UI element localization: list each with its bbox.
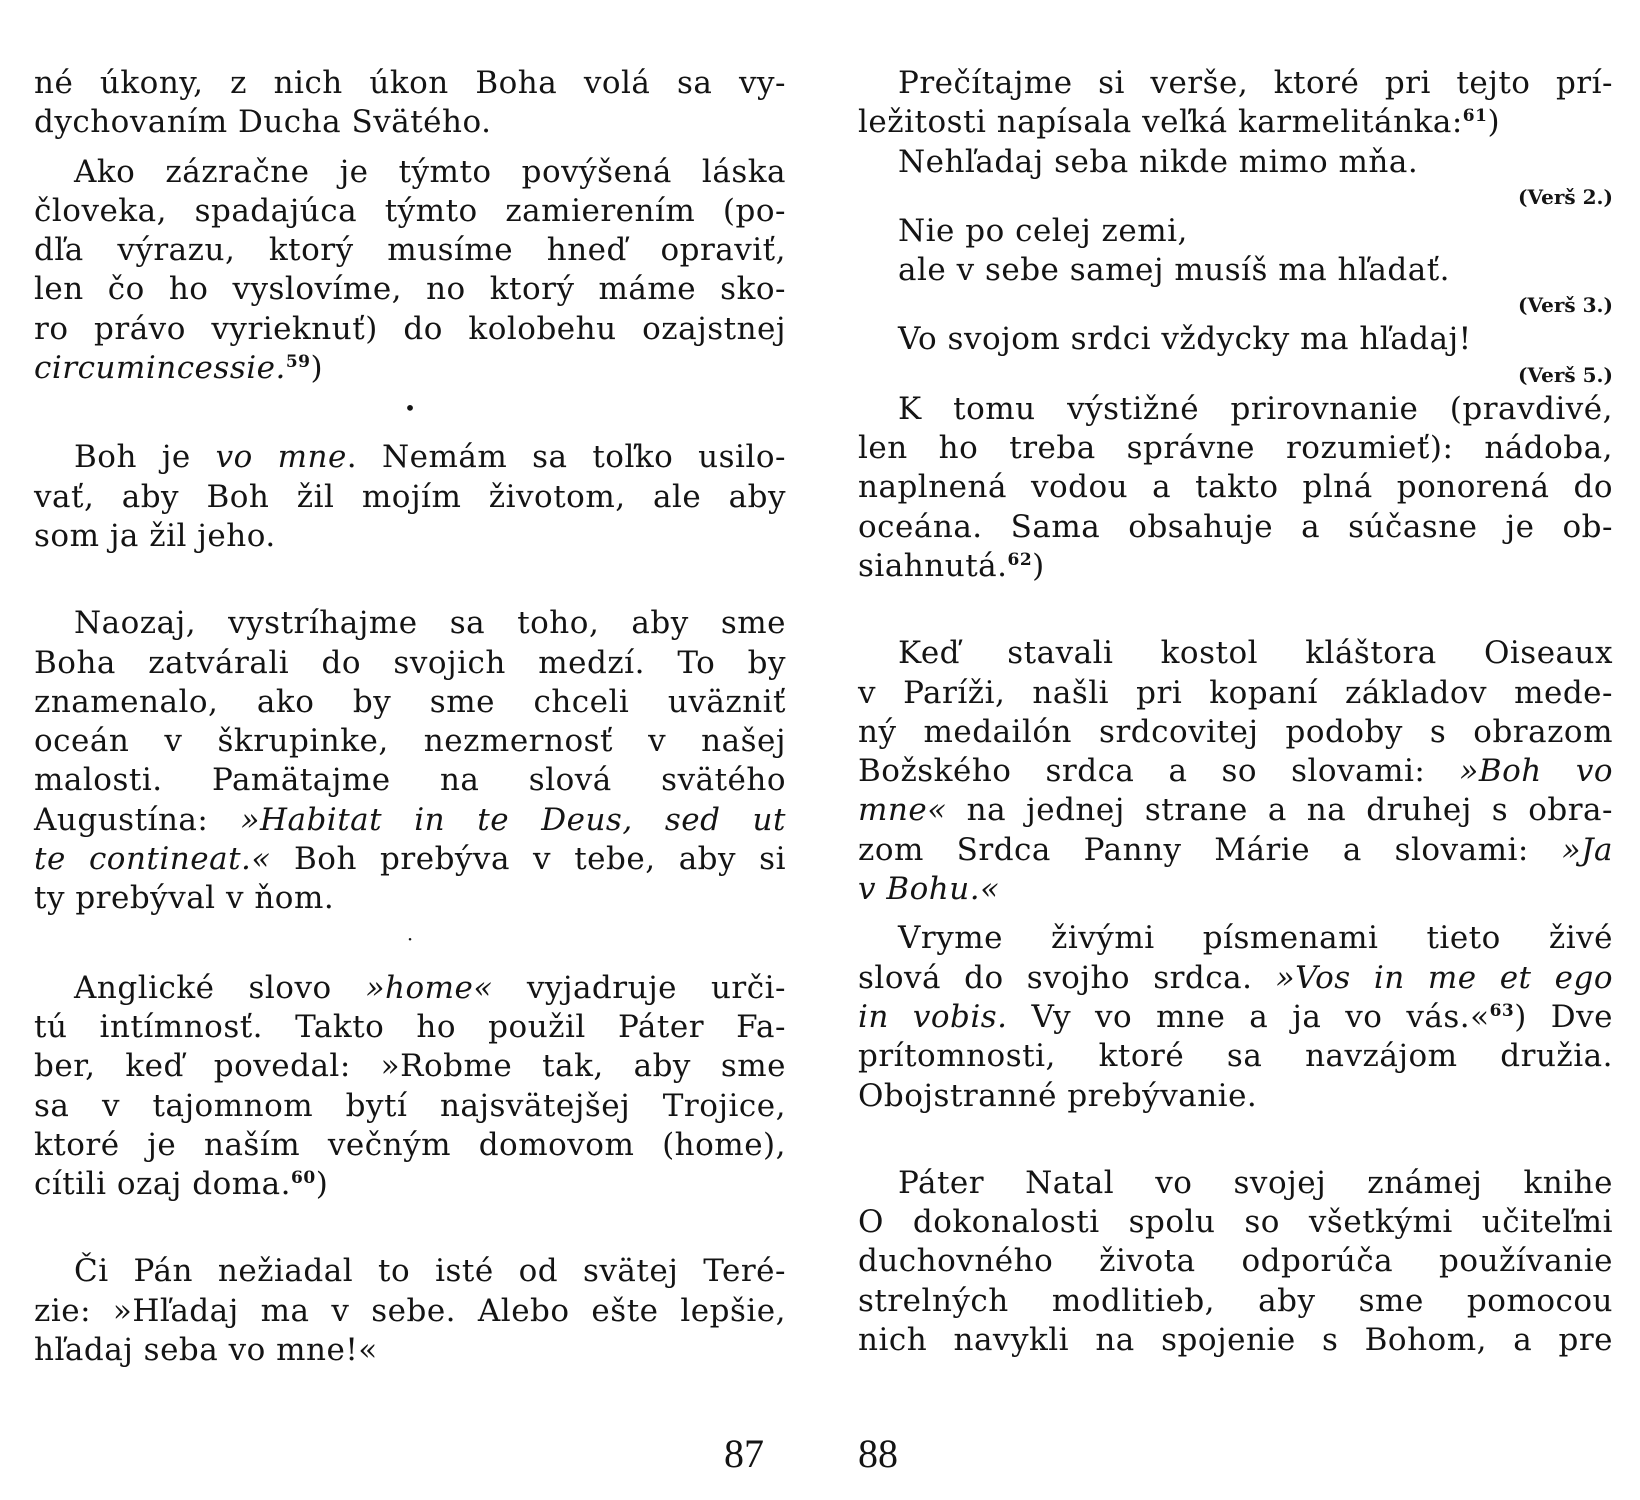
paragraph — [858, 64, 1613, 143]
page-number-right: 88 — [858, 1431, 898, 1476]
text-line: Anglické slovo »home« vyjadruje urči- — [74, 969, 786, 1006]
text-line: dychovaním Ducha Svätého. — [34, 104, 492, 141]
text-line: človeka, spadajúca týmto zamierením (po- — [34, 192, 786, 229]
text-line: Vryme živými písmenami tieto živé — [898, 920, 1613, 957]
footnote-ref: 62 — [1007, 549, 1033, 570]
text-line: Prečítajme si verše, ktoré pri tejto prí- — [898, 65, 1613, 101]
text-line: zie: »Hľadaj ma v sebe. Alebo ešte lepšie, — [34, 1292, 786, 1329]
text-line: Keď stavali kostol kláštora Oiseaux — [898, 635, 1613, 672]
verse-reference: (Verš 5.) — [1518, 362, 1613, 387]
text-line: v Bohu.« — [858, 871, 1000, 908]
paragraph — [858, 1164, 1613, 1360]
page-number-left: 87 — [724, 1431, 764, 1476]
verse-line: Nehľadaj seba nikde mimo mňa. — [898, 143, 1419, 180]
text-line: ber, keď povedal: »Robme tak, aby sme — [34, 1048, 786, 1085]
paragraph — [34, 153, 786, 389]
text-line: znamenalo, ako by sme chceli uväzniť — [34, 683, 786, 720]
text-line: len čo ho vyslovíme, no ktorý máme sko- — [34, 271, 786, 308]
paragraph — [858, 390, 1613, 586]
text-line: len ho treba správne rozumieť): nádoba, — [858, 430, 1613, 467]
text-line: né úkony, z nich úkon Boha volá sa vy- — [34, 65, 786, 101]
text-line: tú intímnosť. Takto ho použil Páter Fa- — [34, 1008, 786, 1045]
verse-reference: (Verš 3.) — [1518, 293, 1613, 318]
paragraph — [34, 438, 786, 556]
verse-line: ale v sebe samej musíš ma hľadať. — [898, 252, 1451, 289]
footnote-ref: 61 — [1462, 106, 1488, 127]
text-line: circumincessie.$^{59}$) — [34, 350, 324, 387]
paragraph — [34, 604, 786, 918]
text-line: prítomnosti, ktoré sa navzájom družia. — [858, 1038, 1613, 1075]
text-line: Naozaj, vystríhajme sa toho, aby sme — [74, 605, 786, 642]
text-line: sa v tajomnom bytí najsvätejšej Trojice, — [34, 1087, 786, 1124]
text-line: Ako zázračne je týmto povýšená láska — [74, 153, 786, 190]
footnote-ref: 59 — [285, 352, 311, 373]
text-line: naplnená vodou a takto plná ponorená do — [858, 469, 1613, 506]
footnote-ref: 60 — [291, 1168, 316, 1189]
text-line: Božského srdca a so slovami: »Boh vo — [858, 753, 1613, 790]
text-line: hľadaj seba vo mne!« — [34, 1332, 378, 1369]
text-line: Boha zatvárali do svojich medzí. To by — [34, 644, 786, 681]
text-line: slová do svojho srdca. »Vos in me et ego — [858, 959, 1613, 996]
text-line: zom Srdca Panny Márie a slovami: »Ja — [858, 831, 1613, 868]
text-line: som ja žil jeho. — [34, 517, 276, 554]
text-line: dľa výrazu, ktorý musíme hneď opraviť, — [34, 232, 786, 269]
italic-term: circumincessie. — [34, 350, 286, 387]
text-line: siahnutá.$^{62}$) — [858, 547, 1045, 584]
text-line: in vobis. Vy vo mne a ja vo vás.«$^{63}$) Dve — [858, 998, 1613, 1035]
text-line: Obojstranné prebývanie. — [858, 1077, 1258, 1114]
text-line: strelných modlitieb, aby sme pomocou — [858, 1282, 1613, 1319]
text-line: vať, aby Boh žil mojím životom, ale aby — [34, 478, 786, 515]
text-line: Páter Natal vo svojej známej knihe — [898, 1164, 1613, 1201]
text-line: ležitosti napísala veľká karmelitánka:$^{61}$) — [858, 104, 1501, 141]
left-page — [34, 64, 786, 1370]
separator-dot: • — [404, 396, 416, 421]
text-line: te contineat.« Boh prebýva v tebe, aby si — [34, 841, 786, 878]
text-line: ktoré je naším večným domovom (home), — [34, 1126, 786, 1163]
verse-reference: (Verš 2.) — [1518, 184, 1613, 209]
paragraph — [34, 1252, 786, 1370]
text-line: oceán v škrupinke, nezmernosť v našej — [34, 723, 786, 760]
text-line: O dokonalosti spolu so všetkými učiteľmi — [858, 1204, 1613, 1241]
text-line: cítili ozaj doma.$^{60}$) — [34, 1166, 329, 1203]
text-line: malosti. Pamätajme na slová svätého — [34, 762, 786, 799]
text-line: v Paríži, našli pri kopaní základov mede- — [858, 674, 1613, 711]
text-line: K tomu výstižné prirovnanie (pravdivé, — [898, 390, 1613, 427]
text-line: Augustína: »Habitat in te Deus, sed ut — [34, 801, 786, 838]
text-line: oceána. Sama obsahuje a súčasne je ob- — [858, 508, 1613, 545]
text-line: Či Pán nežiadal to isté od svätej Teré- — [74, 1253, 786, 1290]
text-line: ty prebýval v ňom. — [34, 880, 335, 917]
text-line: duchovného života odporúča používanie — [858, 1243, 1613, 1280]
text-line: ro právo vyrieknuť) do kolobehu ozajstnej — [34, 310, 786, 347]
text-line: Boh je vo mne. Nemám sa toľko usilo- — [74, 439, 786, 476]
right-page — [858, 64, 1613, 1360]
verse-line: Nie po celej zemi, — [898, 212, 1188, 249]
paragraph — [858, 634, 1613, 909]
text-line: mne« na jednej strane a na druhej s obra- — [858, 792, 1613, 829]
text-line: nich navykli na spojenie s Bohom, a pre — [858, 1322, 1613, 1359]
footnote-ref: 63 — [1489, 1000, 1515, 1021]
text-line: ný medailón srdcovitej podoby s obrazom — [858, 713, 1613, 750]
paragraph — [34, 64, 786, 143]
paragraph — [34, 969, 786, 1205]
paragraph — [858, 919, 1613, 1115]
separator-dot: · — [406, 926, 414, 951]
verse-line: Vo svojom srdci vždycky ma hľadaj! — [898, 321, 1472, 358]
